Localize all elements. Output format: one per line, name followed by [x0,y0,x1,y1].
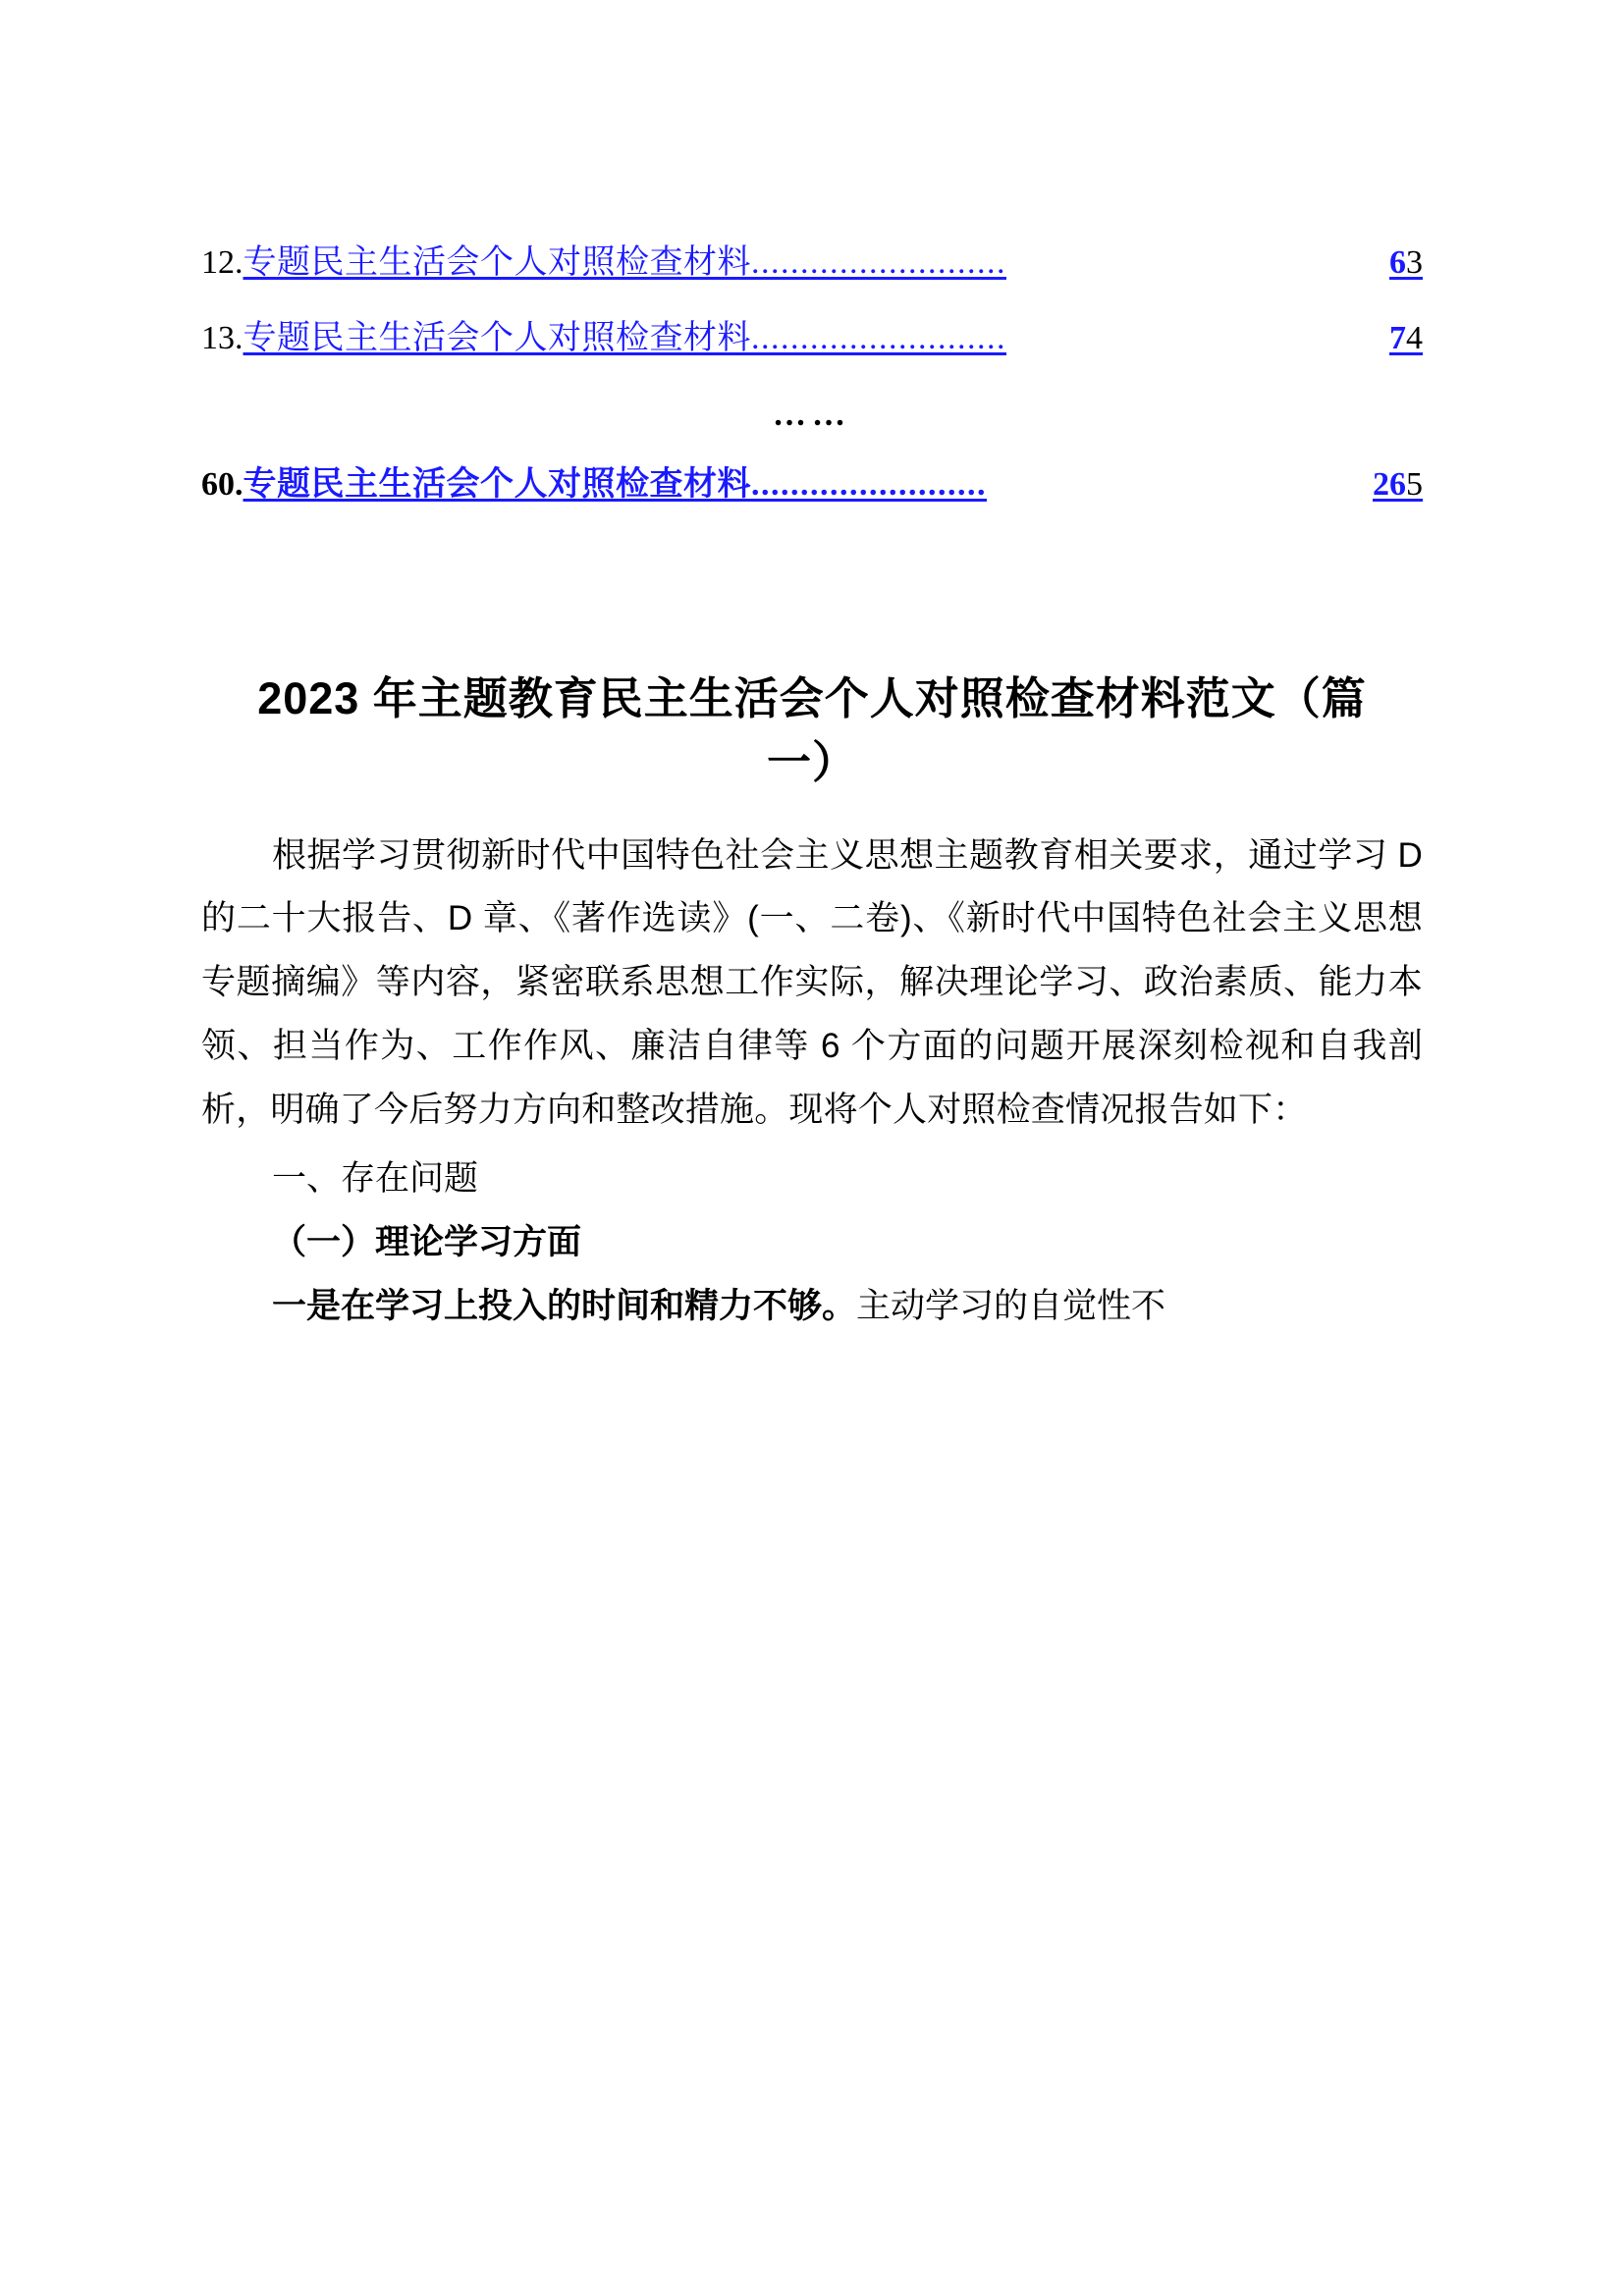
toc-entry[interactable] [201,245,1423,280]
toc-entry-page[interactable]: 74 [1389,320,1423,356]
toc-entry-number: 60. [201,466,244,503]
article-point-1-lead: 一是在学习上投入的时间和精力不够。 [272,1286,857,1325]
article-paragraph-1: 根据学习贯彻新时代中国特色社会主义思想主题教育相关要求，通过学习 D 的二十大报告、D 章、《著作选读》(一、二卷)、《新时代中国特色社会主义思想专题摘编》等内容，紧密联系思想工作实际，解决理论学习、政治素质、能力本领、担当作为、工作作风、廉洁自律等 6 个方面的问题开展深刻检视和自我剖析，明确了今后努力方向和整改措施。现将个人对照检查情况报告如下： [201,835,1423,1129]
table-of-contents [201,245,1423,502]
toc-entry-number: 12. [201,244,244,281]
article-point-1 [201,1275,1423,1339]
toc-entry-number: 13. [201,320,244,356]
article-heading-sub-1: （一）理论学习方面 [272,1223,582,1261]
article-body [201,667,1423,1339]
toc-ellipsis: …… [773,397,851,433]
toc-entry-page[interactable]: 265 [1373,466,1423,503]
article-point-1-rest: 主动学习的自觉性不 [856,1286,1166,1325]
toc-leader-dots: ........................ [751,468,987,502]
toc-entry-title[interactable]: 专题民主生活会个人对照检查材料 [243,243,751,281]
toc-entry-title[interactable]: 专题民主生活会个人对照检查材料 [243,465,751,503]
article-heading-section-1: 一、存在问题 [272,1159,479,1199]
page-title: 2023 年主题教育民主生活会个人对照检查材料范文（篇一） [257,673,1367,788]
toc-entry-last[interactable] [201,467,1423,502]
toc-entry-page[interactable]: 63 [1389,244,1423,281]
toc-entry[interactable] [201,321,1423,355]
toc-leader-dots: .......................... [751,322,1006,355]
toc-entry-title[interactable]: 专题民主生活会个人对照检查材料 [243,319,751,356]
toc-leader-dots: .......................... [751,246,1006,280]
